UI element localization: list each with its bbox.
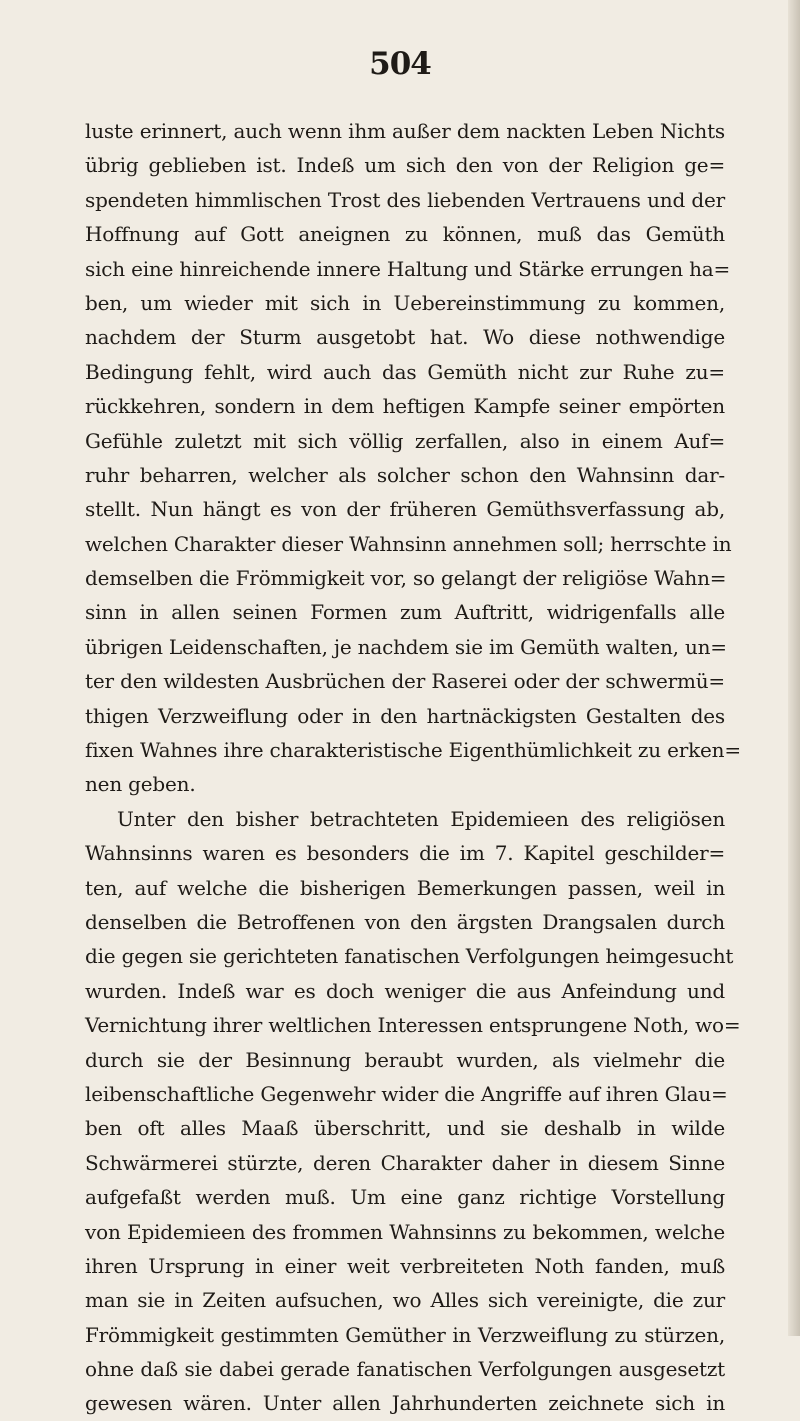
text-line: Vernichtung ihrer weltlichen Interessen entsprungene Noth, wo= <box>85 1013 741 1038</box>
text-line: ruhr beharren, welcher als solcher schon den Wahnsinn dar- <box>85 462 725 487</box>
text-line: ben, um wieder mit sich in Uebereinstimmung zu kommen, <box>85 290 725 315</box>
text-line: nachdem der Sturm ausgetobt hat. Wo diese nothwendige <box>85 325 725 350</box>
text-line: leibenschaftliche Gegenwehr wider die Angriffe auf ihren Glau= <box>85 1081 728 1106</box>
text-line: ben oft alles Maaß überschritt, und sie deshalb in wilde <box>85 1116 725 1141</box>
text-line: rückkehren, sondern in dem heftigen Kampfe seiner empörten <box>85 394 725 419</box>
text-line: fixen Wahnes ihre charakteristische Eigenthümlichkeit zu erken= <box>85 738 741 763</box>
text-line: stellt. Nun hängt es von der früheren Gemüthsverfassung ab, <box>85 497 725 522</box>
text-line: man sie in Zeiten aufsuchen, wo Alles sich vereinigte, die zur <box>85 1288 725 1313</box>
text-line: übrig geblieben ist. Indeß um sich den von der Religion ge= <box>85 153 725 178</box>
text-line: aufgefaßt werden muß. Um eine ganz richtige Vorstellung <box>85 1185 725 1210</box>
text-line: nen geben. <box>85 772 196 797</box>
text-line: gewesen wären. Unter allen Jahrhunderten zeichnete sich in <box>85 1391 725 1416</box>
text-line: von Epidemieen des frommen Wahnsinns zu bekommen, welche <box>85 1219 725 1244</box>
text-line: ten, auf welche die bisherigen Bemerkungen passen, weil in <box>85 875 725 900</box>
text-line: Unter den bisher betrachteten Epidemieen des religiösen <box>117 806 725 831</box>
text-line: Bedingung fehlt, wird auch das Gemüth nicht zur Ruhe zu= <box>85 359 725 384</box>
text-line: welchen Charakter dieser Wahnsinn annehmen soll; herrschte in <box>85 531 732 556</box>
text-line: spendeten himmlischen Trost des liebenden Vertrauens und der <box>85 187 725 212</box>
text-line: Frömmigkeit gestimmten Gemüther in Verzweiflung zu stürzen, <box>85 1322 725 1347</box>
text-line: sich eine hinreichende innere Haltung und Stärke errungen ha= <box>85 256 731 281</box>
text-line: die gegen sie gerichteten fanatischen Verfolgungen heimgesucht <box>85 944 734 969</box>
text-line: ohne daß sie dabei gerade fanatischen Verfolgungen ausgesetzt <box>85 1357 725 1382</box>
text-line: Wahnsinns waren es besonders die im 7. Kapitel geschilder= <box>85 841 725 866</box>
text-line: Schwärmerei stürzte, deren Charakter daher in diesem Sinne <box>85 1150 725 1175</box>
text-line: denselben die Betroffenen von den ärgsten Drangsalen durch <box>85 909 725 934</box>
text-line: ter den wildesten Ausbrüchen der Raserei oder der schwermü= <box>85 669 725 694</box>
text-line: wurden. Indeß war es doch weniger die aus Anfeindung und <box>85 978 725 1003</box>
text-line: Gefühle zuletzt mit sich völlig zerfallen, also in einem Auf= <box>85 428 725 453</box>
text-line: Hoffnung auf Gott aneignen zu können, muß das Gemüth <box>85 222 725 247</box>
page-number: 504 <box>369 46 431 82</box>
text-line: durch sie der Besinnung beraubt wurden, als vielmehr die <box>85 1047 725 1072</box>
text-line: luste erinnert, auch wenn ihm außer dem nackten Leben Nichts <box>85 119 725 143</box>
text-line: übrigen Leidenschaften, je nachdem sie im Gemüth walten, un= <box>85 634 727 659</box>
text-line: demselben die Frömmigkeit vor, so gelangt der religiöse Wahn= <box>85 566 727 591</box>
text-line: thigen Verzweiflung oder in den hartnäckigsten Gestalten des <box>85 703 725 728</box>
page-edge-shadow <box>788 0 800 1336</box>
body-text <box>85 114 741 1421</box>
text-line: sinn in allen seinen Formen zum Auftritt, widrigenfalls alle <box>85 600 725 625</box>
text-line: ihren Ursprung in einer weit verbreiteten Noth fanden, muß <box>85 1253 725 1278</box>
